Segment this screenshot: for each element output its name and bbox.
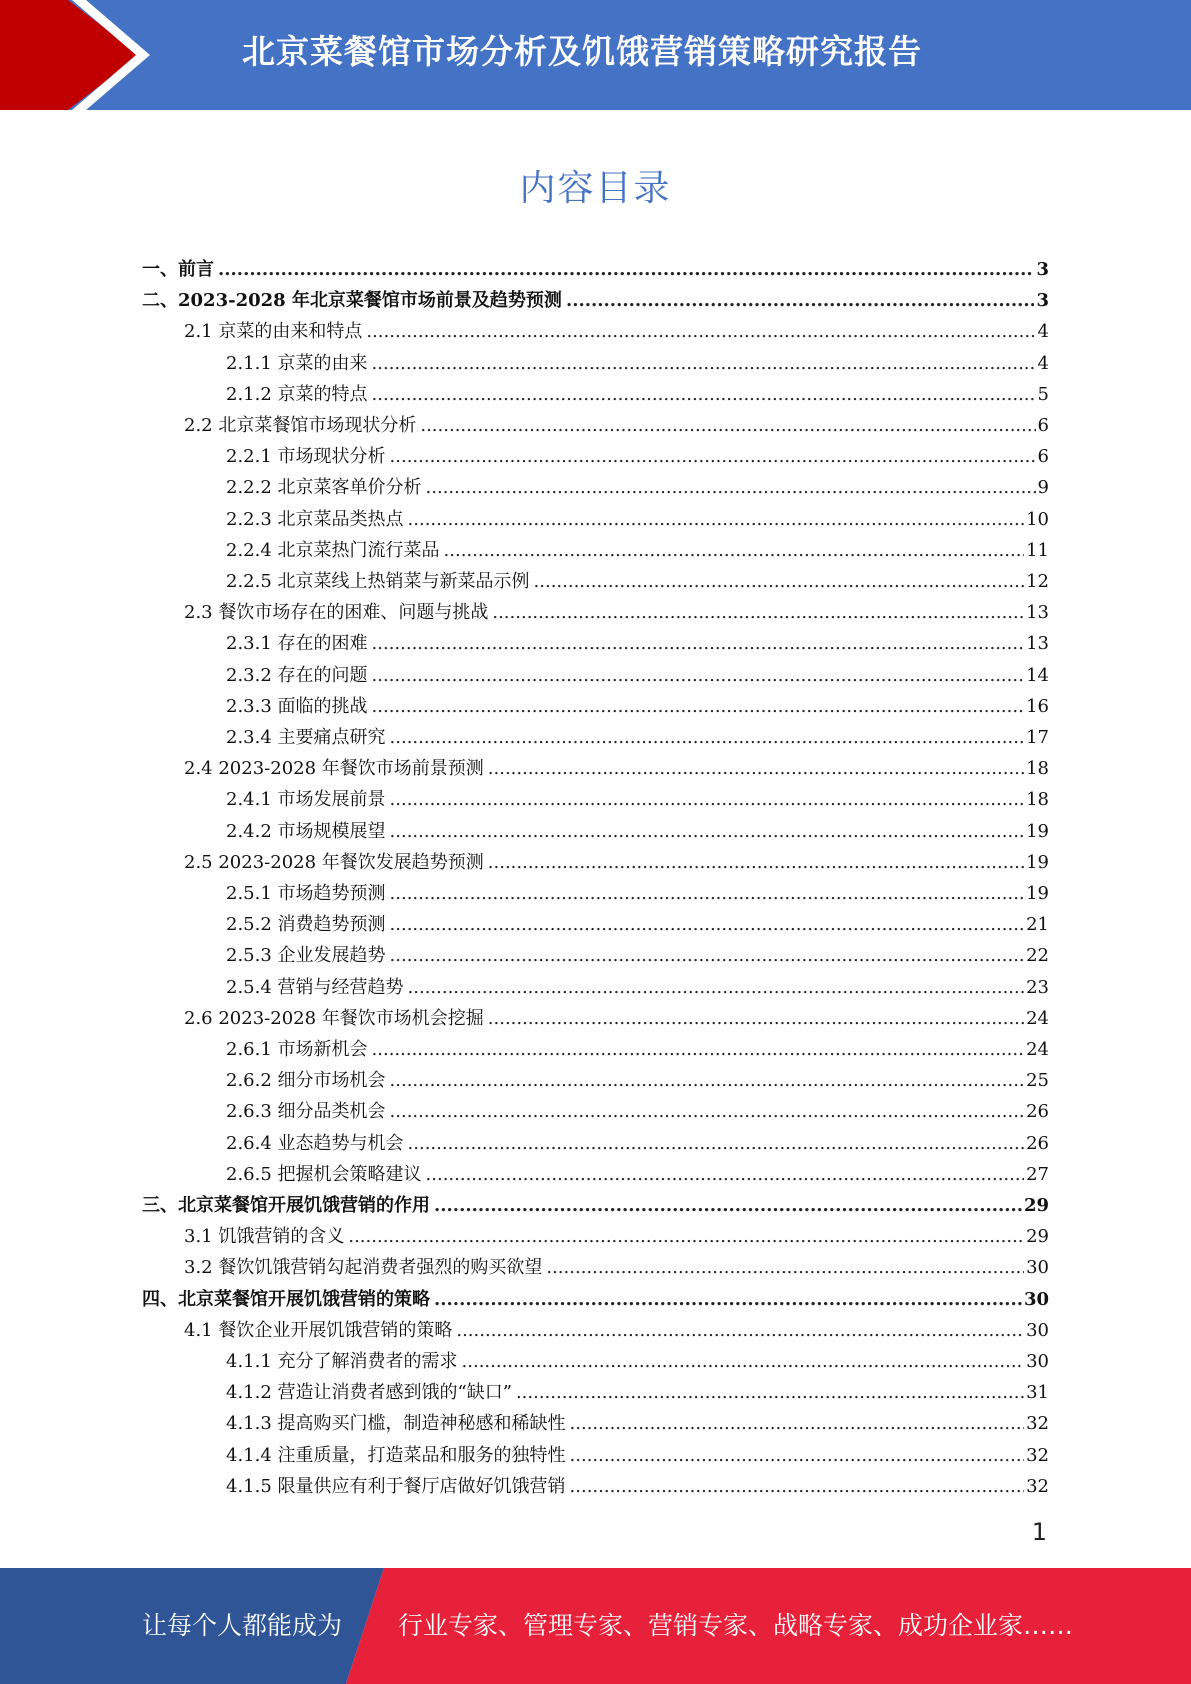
- toc-entry-page: 23: [1026, 976, 1049, 998]
- toc-entry[interactable]: [226, 784, 1049, 815]
- toc-entry-page: 30: [1023, 1288, 1049, 1310]
- toc-entry-title: 3.1 饥饿营销的含义: [184, 1226, 345, 1248]
- toc-entry-title: 4.1.1 充分了解消费者的需求: [226, 1351, 458, 1372]
- toc-entry-page: 27: [1026, 1163, 1049, 1185]
- toc-entry[interactable]: [226, 691, 1049, 722]
- toc-entry-page: 24: [1026, 1007, 1049, 1029]
- page-footer-banner: [0, 1568, 1191, 1684]
- toc-entry-title: 2.5.1 市场趋势预测: [226, 883, 386, 904]
- toc-dot-leader: [372, 348, 1036, 379]
- toc-entry[interactable]: [226, 1377, 1049, 1408]
- toc-entry[interactable]: [184, 1252, 1049, 1283]
- toc-entry-title: 2.6.3 细分品类机会: [226, 1101, 386, 1123]
- toc-entry-page: 17: [1026, 727, 1049, 748]
- toc-dot-leader: [372, 379, 1036, 410]
- toc-entry[interactable]: [226, 722, 1049, 753]
- toc-dot-leader: [488, 847, 1024, 878]
- toc-entry-page: 22: [1026, 945, 1049, 967]
- toc-entry-title: 2.6.4 业态趋势与机会: [226, 1132, 404, 1154]
- toc-entry-title: 2.2.4 北京菜热门流行菜品: [226, 539, 440, 561]
- toc-entry[interactable]: [226, 909, 1049, 940]
- toc-entry-title: 2.1.1 京菜的由来: [226, 352, 368, 374]
- toc-entry[interactable]: [226, 1159, 1049, 1190]
- toc-entry[interactable]: [226, 535, 1049, 566]
- toc-entry-page: 25: [1026, 1070, 1049, 1092]
- toc-entry-title: 2.5.4 营销与经营趋势: [226, 976, 404, 998]
- toc-entry-page: 26: [1026, 1101, 1049, 1123]
- toc-entry[interactable]: [226, 878, 1049, 909]
- toc-entry-page: 6: [1037, 446, 1049, 468]
- toc-entry-page: 4: [1037, 352, 1049, 374]
- toc-dot-leader: [390, 441, 1036, 472]
- toc-entry-title: 2.3.1 存在的困难: [226, 633, 368, 655]
- toc-entry-title: 三、北京菜餐馆开展饥饿营销的作用: [142, 1195, 430, 1216]
- footer-slogan-left: 让每个人都能成为: [142, 1611, 343, 1640]
- toc-entry-page: 3: [1036, 290, 1049, 312]
- toc-entry-title: 4.1.4 注重质量，打造菜品和服务的独特性: [226, 1444, 566, 1466]
- toc-entry-title: 2.2 北京菜餐馆市场现状分析: [184, 415, 417, 436]
- toc-dot-leader: [408, 972, 1025, 1003]
- toc-entry-page: 4: [1037, 321, 1049, 343]
- toc-entry-title: 2.5 2023-2028 年餐饮发展趋势预测: [184, 851, 484, 873]
- toc-dot-leader: [570, 1408, 1025, 1439]
- toc-dot-leader: [390, 1065, 1025, 1096]
- toc-entry[interactable]: [226, 1408, 1049, 1439]
- toc-dot-leader: [390, 816, 1025, 847]
- toc-entry-page: 30: [1026, 1319, 1049, 1341]
- toc-entry-title: 2.3.4 主要痛点研究: [226, 727, 386, 748]
- toc-entry-page: 26: [1026, 1132, 1049, 1154]
- toc-dot-leader: [444, 535, 1025, 566]
- toc-entry-title: 2.6.5 把握机会策略建议: [226, 1163, 422, 1185]
- toc-entry-page: 32: [1026, 1413, 1049, 1435]
- toc-entry[interactable]: [226, 472, 1049, 503]
- toc-entry-title: 二、2023-2028 年北京菜餐馆市场前景及趋势预测: [142, 290, 562, 312]
- toc-entry[interactable]: [184, 410, 1049, 441]
- report-header-banner: [0, 0, 1191, 110]
- toc-entry-page: 29: [1023, 1195, 1049, 1216]
- toc-entry-page: 16: [1026, 695, 1049, 717]
- toc-entry-page: 21: [1026, 914, 1049, 936]
- toc-dot-leader: [390, 722, 1025, 753]
- toc-entry-page: 32: [1026, 1444, 1049, 1466]
- toc-dot-leader: [434, 1190, 1022, 1221]
- toc-dot-leader: [390, 784, 1025, 815]
- toc-entry-title: 2.1.2 京菜的特点: [226, 383, 368, 405]
- toc-dot-leader: [488, 753, 1024, 784]
- toc-entry-title: 4.1.5 限量供应有利于餐厅店做好饥饿营销: [226, 1475, 566, 1497]
- toc-entry-page: 12: [1026, 571, 1049, 592]
- toc-dot-leader: [434, 1284, 1022, 1315]
- toc-entry-title: 4.1.3 提高购买门槛，制造神秘感和稀缺性: [226, 1413, 566, 1435]
- toc-entry-page: 30: [1026, 1351, 1049, 1372]
- toc-entry-page: 6: [1037, 415, 1049, 436]
- toc-entry[interactable]: [184, 753, 1049, 784]
- toc-entry-title: 四、北京菜餐馆开展饥饿营销的策略: [142, 1288, 430, 1310]
- toc-entry[interactable]: [142, 1190, 1049, 1221]
- toc-entry-title: 2.3 餐饮市场存在的困难、问题与挑战: [184, 602, 489, 624]
- report-title: 北京菜餐馆市场分析及饥饿营销策略研究报告: [242, 32, 922, 71]
- toc-dot-leader: [372, 628, 1025, 659]
- toc-heading: 内容目录: [519, 168, 672, 209]
- toc-entry[interactable]: [226, 379, 1049, 410]
- toc-dot-leader: [372, 691, 1025, 722]
- toc-dot-leader: [456, 1315, 1024, 1346]
- toc-entry[interactable]: [226, 504, 1049, 535]
- toc-entry-page: 19: [1026, 820, 1049, 842]
- toc-entry[interactable]: [142, 285, 1049, 316]
- toc-dot-leader: [492, 597, 1024, 628]
- toc-entry[interactable]: [226, 1440, 1049, 1471]
- toc-entry-title: 2.1 京菜的由来和特点: [184, 321, 363, 343]
- toc-entry-page: 19: [1026, 883, 1049, 904]
- toc-entry[interactable]: [226, 940, 1049, 971]
- toc-entry[interactable]: [184, 847, 1049, 878]
- toc-entry[interactable]: [226, 816, 1049, 847]
- toc-entry-title: 2.4.1 市场发展前景: [226, 789, 386, 811]
- toc-entry-title: 2.6.1 市场新机会: [226, 1039, 368, 1060]
- toc-entry-title: 2.3.3 面临的挑战: [226, 695, 368, 717]
- toc-entry[interactable]: [226, 628, 1049, 659]
- toc-entry-page: 19: [1026, 851, 1049, 873]
- toc-entry-title: 2.2.2 北京菜客单价分析: [226, 477, 422, 499]
- toc-entry-title: 4.1.2 营造让消费者感到饿的“缺口”: [226, 1382, 512, 1404]
- toc-entry-page: 13: [1026, 633, 1049, 655]
- footer-slogan-right: 行业专家、管理专家、营销专家、战略专家、成功企业家……: [398, 1611, 1074, 1640]
- toc-entry[interactable]: [184, 597, 1049, 628]
- toc-dot-leader: [390, 940, 1025, 971]
- toc-entry-title: 4.1 餐饮企业开展饥饿营销的策略: [184, 1319, 453, 1341]
- toc-entry-page: 24: [1026, 1039, 1049, 1060]
- toc-dot-leader: [426, 472, 1036, 503]
- toc-entry[interactable]: [226, 566, 1049, 597]
- toc-entry-page: 31: [1026, 1382, 1049, 1404]
- toc-entry[interactable]: [226, 1346, 1049, 1377]
- toc-dot-leader: [372, 660, 1025, 691]
- toc-entry-title: 2.5.3 企业发展趋势: [226, 945, 386, 967]
- toc-entry-title: 2.4.2 市场规模展望: [226, 820, 386, 842]
- toc-dot-leader: [516, 1377, 1024, 1408]
- toc-dot-leader: [420, 410, 1035, 441]
- toc-entry[interactable]: [226, 1065, 1049, 1096]
- toc-dot-leader: [462, 1346, 1025, 1377]
- toc-entry-title: 2.2.3 北京菜品类热点: [226, 508, 404, 530]
- toc-entry-title: 3.2 餐饮饥饿营销勾起消费者强烈的购买欲望: [184, 1257, 543, 1279]
- toc-entry-title: 2.3.2 存在的问题: [226, 664, 368, 686]
- toc-dot-leader: [218, 254, 1034, 285]
- toc-entry-page: 30: [1026, 1257, 1049, 1279]
- toc-entry-title: 2.6.2 细分市场机会: [226, 1070, 386, 1092]
- toc-dot-leader: [408, 504, 1025, 535]
- toc-entry-page: 13: [1026, 602, 1049, 624]
- toc-entry[interactable]: [184, 1003, 1049, 1034]
- toc-dot-leader: [366, 316, 1035, 347]
- toc-dot-leader: [570, 1471, 1025, 1502]
- toc-entry-title: 2.2.1 市场现状分析: [226, 446, 386, 468]
- toc-dot-leader: [408, 1128, 1025, 1159]
- toc-entry-page: 32: [1026, 1475, 1049, 1497]
- toc-entry[interactable]: [226, 441, 1049, 472]
- toc-entry[interactable]: [226, 1471, 1049, 1502]
- toc-entry-page: 18: [1026, 758, 1049, 780]
- toc-dot-leader: [372, 1034, 1025, 1065]
- toc-entry-page: 9: [1037, 477, 1049, 499]
- toc-entry-page: 3: [1036, 259, 1049, 280]
- toc-entry[interactable]: [142, 254, 1049, 285]
- toc-dot-leader: [390, 1096, 1025, 1127]
- toc-entry-title: 一、前言: [142, 259, 214, 280]
- toc-entry-page: 18: [1026, 789, 1049, 811]
- toc-dot-leader: [390, 909, 1025, 940]
- toc-entry[interactable]: [184, 316, 1049, 347]
- toc-entry-page: 10: [1026, 508, 1049, 530]
- toc-entry[interactable]: [226, 1096, 1049, 1127]
- toc-entry-title: 2.2.5 北京菜线上热销菜与新菜品示例: [226, 571, 530, 592]
- toc-entry-page: 29: [1026, 1226, 1049, 1248]
- toc-entry-title: 2.6 2023-2028 年餐饮市场机会挖掘: [184, 1007, 484, 1029]
- toc-entry[interactable]: [226, 1128, 1049, 1159]
- toc-entry[interactable]: [226, 348, 1049, 379]
- toc-dot-leader: [534, 566, 1025, 597]
- toc-dot-leader: [566, 285, 1035, 316]
- toc-entry-title: 2.4 2023-2028 年餐饮市场前景预测: [184, 758, 484, 780]
- page-number: 1: [1031, 1518, 1047, 1546]
- toc-dot-leader: [348, 1221, 1024, 1252]
- toc-entry[interactable]: [226, 1034, 1049, 1065]
- toc-entry-page: 14: [1026, 664, 1049, 686]
- toc-entry-page: 11: [1026, 539, 1049, 561]
- toc-dot-leader: [570, 1440, 1025, 1471]
- toc-entry[interactable]: [184, 1221, 1049, 1252]
- toc-dot-leader: [426, 1159, 1025, 1190]
- toc-dot-leader: [488, 1003, 1024, 1034]
- toc-entry-page: 5: [1037, 383, 1049, 405]
- toc-dot-leader: [546, 1252, 1024, 1283]
- toc-entry[interactable]: [142, 1284, 1049, 1315]
- toc-entry[interactable]: [226, 660, 1049, 691]
- toc-entry-title: 2.5.2 消费趋势预测: [226, 914, 386, 936]
- toc-entry[interactable]: [184, 1315, 1049, 1346]
- toc-dot-leader: [390, 878, 1025, 909]
- toc-entry[interactable]: [226, 972, 1049, 1003]
